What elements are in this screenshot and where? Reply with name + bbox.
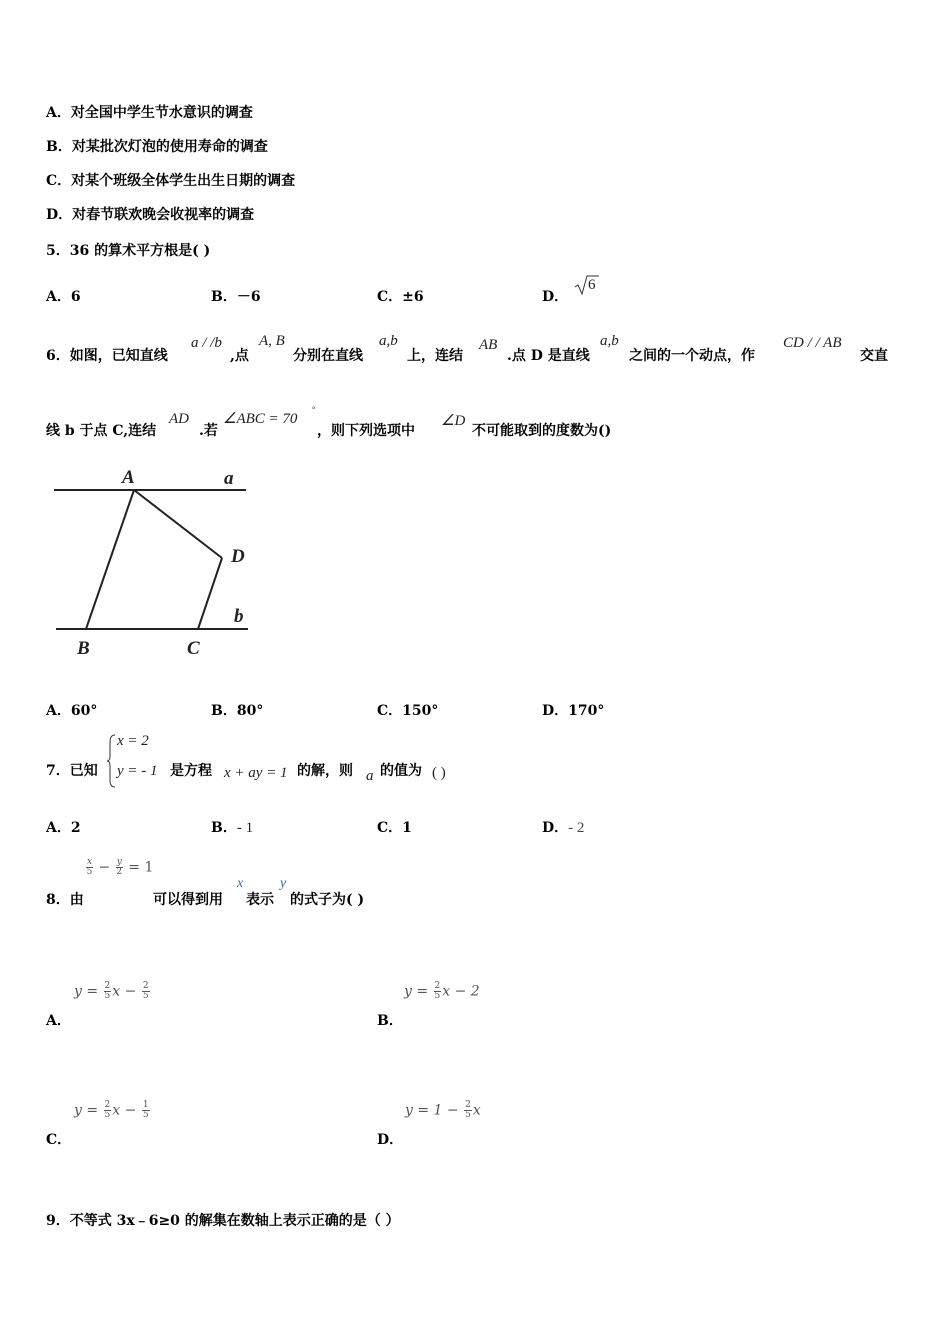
q6-text-8: 线 b 于点 C,连结 — [46, 423, 157, 439]
q7-variable-a: a — [366, 768, 374, 784]
label-point-D: D — [231, 546, 245, 567]
q6-option-c: C．150° — [377, 703, 439, 719]
q7-option-c-label: C． — [377, 820, 403, 836]
q8-a-d2: 5 — [142, 991, 149, 1001]
q8-option-b-formula — [404, 982, 480, 1001]
q7-option-a-label: A． — [46, 820, 71, 836]
q7-option-b — [211, 817, 253, 837]
q8-a-n2: 2 — [142, 981, 149, 991]
q6-text-4: 上，连结 — [407, 348, 463, 364]
q6-text-11: 不可能取到的度数为() — [472, 423, 612, 439]
q8-c-frac2 — [142, 1101, 150, 1120]
q6-text-10: ，则下列选项中 — [317, 423, 415, 439]
q7-text-4: 的值为 — [380, 763, 422, 779]
q6-math-AB-segment: AB — [479, 337, 498, 353]
q8-given-equation — [85, 858, 153, 877]
q8-var-y: y — [280, 876, 287, 891]
q5-option-d-label: D． — [542, 289, 569, 305]
segment-DC — [198, 558, 222, 629]
q8-c-d1: 5 — [104, 1110, 111, 1120]
q6-option-d: D．170° — [542, 703, 605, 719]
q8-a-n1: 2 — [104, 981, 111, 991]
q5-option-c: C．±6 — [377, 289, 424, 305]
q6-math-ab-lines: a,b — [379, 333, 398, 349]
q6-text-1: 6．如图，已知直线 — [46, 348, 168, 364]
q8-d-x: x — [472, 1102, 481, 1119]
q4-option-a: A．对全国中学生节水意识的调查 — [46, 105, 253, 121]
q8-minus: − — [98, 859, 111, 876]
q7-text-2: 是方程 — [170, 763, 212, 779]
q8-a-frac2 — [142, 982, 150, 1001]
q7-option-d-label: D． — [542, 820, 569, 836]
q6-text-7: 交直 — [860, 348, 888, 364]
q5-option-a: A．6 — [46, 289, 81, 305]
q8-d-lhs: y = 1 − — [405, 1102, 459, 1119]
q8-text-mid2: 表示 — [246, 892, 274, 908]
q8-frac-x-den: 5 — [86, 867, 93, 877]
label-line-b: b — [234, 606, 244, 627]
q5-option-b: B．－6 — [211, 289, 261, 305]
q8-option-b-label: B． — [377, 1013, 403, 1029]
equation-system-brace — [106, 734, 116, 788]
q5-option-d — [542, 286, 568, 306]
q8-c-n2: 1 — [142, 1100, 149, 1110]
q6-math-AD: AD — [169, 411, 189, 427]
q4-option-b: B．对某批次灯泡的使用寿命的调查 — [46, 139, 268, 155]
q8-b-d1: 5 — [434, 991, 441, 1001]
q5-stem: 5．36 的算术平方根是( ) — [46, 243, 211, 259]
q7-option-a — [46, 817, 81, 837]
q6-math-angle-ABC: ∠ABC = 70 — [223, 411, 298, 427]
q8-frac-y-den: 2 — [116, 867, 123, 877]
q6-text-2: ,点 — [230, 348, 249, 364]
q8-option-c-label: C． — [46, 1132, 72, 1148]
q7-option-c-value: 1 — [402, 820, 412, 836]
q7-text-1: 7．已知 — [46, 763, 98, 779]
q7-text-3: 的解，则 — [297, 763, 353, 779]
q8-text-pre: 8．由 — [46, 892, 84, 908]
q8-d-frac1 — [464, 1101, 472, 1120]
q8-c-frac1 — [104, 1101, 112, 1120]
q6-degree-sign: ° — [312, 405, 316, 414]
q9-stem: 9．不等式 3x﹣6≥0 的解集在数轴上表示正确的是（ ） — [46, 1213, 400, 1229]
q8-option-d-formula — [405, 1101, 481, 1120]
q7-equation: x + ay = 1 — [224, 765, 288, 781]
segment-AD — [134, 490, 222, 558]
q6-text-3: 分别在直线 — [293, 348, 363, 364]
q7-system-eq-1: x = 2 — [117, 733, 149, 749]
q6-option-a: A．60° — [46, 703, 98, 719]
q7-answer-paren: ( ) — [432, 765, 446, 781]
label-point-A: A — [122, 467, 135, 488]
q6-math-AB-points: A, B — [259, 333, 285, 349]
q8-var-x: x — [237, 876, 244, 891]
label-line-a: a — [224, 468, 234, 489]
q6-math-CD-parallel-AB: CD / / AB — [783, 335, 842, 351]
sqrt-symbol — [574, 274, 600, 296]
q7-option-b-value: - 1 — [236, 820, 254, 836]
q8-text-mid: 可以得到用 — [153, 892, 223, 908]
q8-option-a-formula — [74, 982, 151, 1001]
label-point-C: C — [187, 638, 200, 659]
q7-option-a-value: 2 — [70, 820, 81, 836]
q4-option-c: C．对某个班级全体学生出生日期的调查 — [46, 173, 296, 189]
q5-option-d-radicand: 6 — [588, 277, 596, 293]
q8-a-d1: 5 — [104, 991, 111, 1001]
q8-a-lhs: y = — [74, 983, 99, 1000]
q8-option-a-label: A． — [46, 1013, 71, 1029]
q8-a-frac1 — [104, 982, 112, 1001]
q8-frac-y-num: y — [116, 857, 122, 867]
q6-option-b: B．80° — [211, 703, 264, 719]
q8-d-d1: 5 — [465, 1110, 471, 1120]
q8-c-x: x − — [112, 1102, 137, 1119]
q8-c-d2: 5 — [142, 1110, 149, 1120]
q8-c-lhs: y = — [74, 1102, 99, 1119]
q7-option-c — [377, 817, 412, 837]
q8-b-n1: 2 — [434, 981, 441, 991]
q6-geometry-figure — [46, 460, 256, 665]
q7-system-eq-2: y = - 1 — [117, 763, 158, 779]
q8-b-rest: x − 2 — [442, 983, 480, 1000]
q8-b-frac1 — [434, 982, 442, 1001]
q8-frac-x — [86, 858, 93, 877]
q8-b-lhs: y = — [404, 983, 429, 1000]
q8-option-d-label: D． — [377, 1132, 404, 1148]
q8-d-n1: 2 — [465, 1100, 471, 1110]
label-point-B: B — [77, 638, 90, 659]
q6-text-5: .点 D 是直线 — [507, 348, 590, 364]
q6-text-6: 之间的一个动点，作 — [629, 348, 755, 364]
q8-a-x: x − — [112, 983, 137, 1000]
q8-c-n1: 2 — [104, 1100, 111, 1110]
q8-option-c-formula — [74, 1101, 151, 1120]
q6-text-9: .若 — [199, 423, 218, 439]
q7-option-d-value: - 2 — [568, 820, 585, 836]
q8-frac-x-num: x — [87, 857, 93, 867]
q6-math-angle-D: ∠D — [441, 413, 466, 429]
q4-option-d: D．对春节联欢晚会收视率的调查 — [46, 207, 255, 223]
segment-AB — [86, 490, 134, 629]
q8-text-post: 的式子为( ) — [290, 892, 365, 908]
q6-math-ab-lines-2: a,b — [600, 333, 619, 349]
q8-frac-y — [116, 858, 123, 877]
q8-rhs: = 1 — [128, 859, 154, 876]
q6-math-parallel: a / /b — [191, 335, 222, 351]
q7-option-b-label: B． — [211, 820, 237, 836]
q7-option-d — [542, 817, 584, 837]
